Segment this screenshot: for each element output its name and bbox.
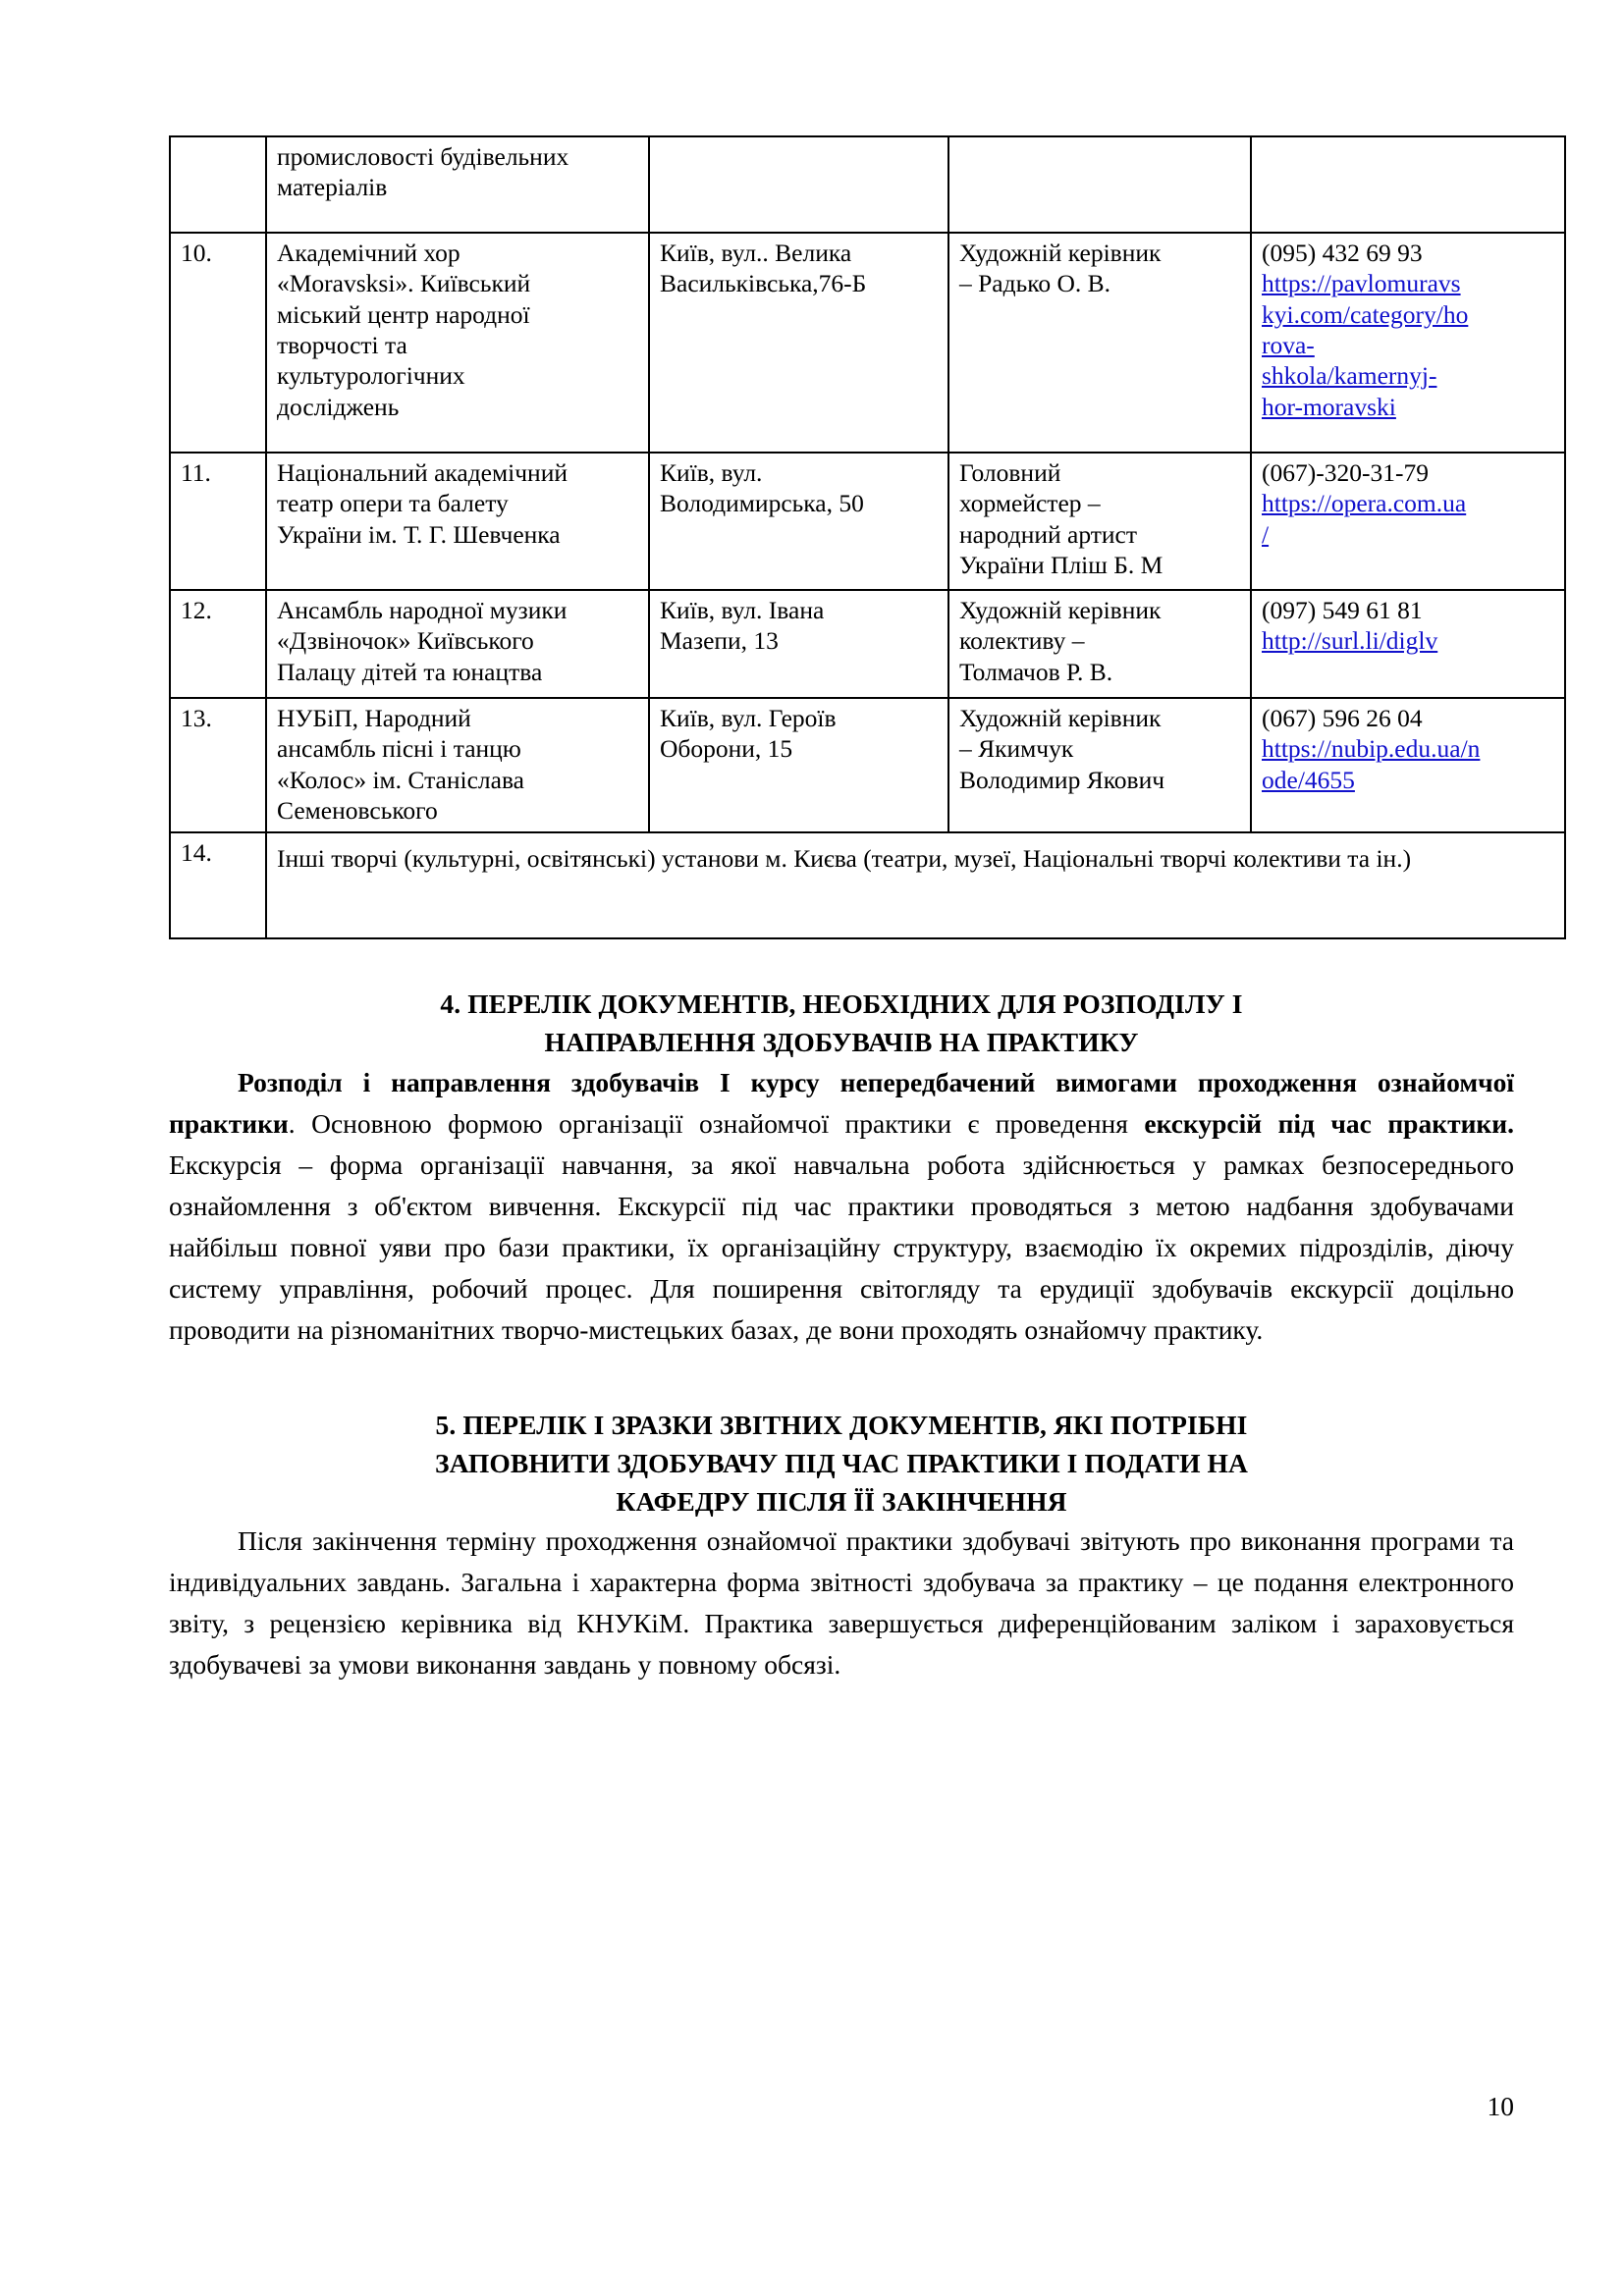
cell-address — [649, 233, 948, 453]
cell-number — [170, 832, 266, 938]
section-5-heading-block — [169, 1406, 1514, 1521]
website-link[interactable]: http://surl.li/diglv — [1262, 626, 1438, 656]
head-line: Головний — [959, 458, 1061, 487]
name-line: Палацу дітей та юнацтва — [277, 657, 543, 686]
practice-bases-table — [169, 135, 1566, 939]
row-number: 14. — [181, 838, 212, 868]
name-line: Семеновського — [277, 796, 438, 826]
address-line: Київ, вул.. Велика — [660, 239, 852, 267]
cell-institution-name — [266, 233, 649, 453]
head-line: Художній керівник — [959, 239, 1162, 267]
head-line: – Радько О. В. — [959, 269, 1110, 298]
head-line: колективу – — [959, 626, 1085, 656]
website-link[interactable]: ode/4655 — [1262, 765, 1355, 794]
cell-contact — [1251, 453, 1565, 590]
heading-line: НАПРАВЛЕННЯ ЗДОБУВАЧІВ НА ПРАКТИКУ — [544, 1027, 1139, 1058]
paragraph-segment: . Основною формою організації ознайомчої практики є проведення — [288, 1107, 1145, 1139]
other-institutions-text: Інші творчі (культурні, освітянські) установи м. Києва (театри, музеї, Національні творчі колективи та ін.) — [277, 844, 1412, 874]
phone-number: (097) 549 61 81 — [1262, 596, 1423, 624]
name-line: «Колос» ім. Станіслава — [277, 765, 524, 794]
phone-number: (067)-320-31-79 — [1262, 458, 1429, 487]
address-line: Васильківська,76-Б — [660, 269, 867, 298]
cell-head — [948, 233, 1251, 453]
cell-head — [948, 590, 1251, 698]
cell-institution-name — [266, 698, 649, 832]
table-row-continued — [170, 136, 1565, 233]
cell-number — [170, 698, 266, 832]
head-line: – Якимчук — [959, 734, 1074, 764]
cell-institution-name — [266, 590, 649, 698]
page-content — [169, 135, 1514, 1685]
table-row — [170, 233, 1565, 453]
website-link[interactable]: https://nubip.edu.ua/n — [1262, 734, 1481, 764]
address-line: Оборони, 15 — [660, 734, 793, 764]
table-row-other — [170, 832, 1565, 938]
page-number: 10 — [1487, 2091, 1514, 2121]
name-line: «Moravsksi». Київський — [277, 269, 531, 298]
cell-contact — [1251, 136, 1565, 233]
heading-line: КАФЕДРУ ПІСЛЯ ЇЇ ЗАКІНЧЕННЯ — [616, 1486, 1067, 1518]
name-line: Академічний хор — [277, 239, 460, 267]
phone-number: (067) 596 26 04 — [1262, 704, 1423, 732]
head-line: Володимир Якович — [959, 765, 1165, 794]
heading-line: 4. ПЕРЕЛІК ДОКУМЕНТІВ, НЕОБХІДНИХ ДЛЯ РОЗПОДІЛУ І — [440, 988, 1243, 1020]
name-line: матеріалів — [277, 173, 388, 202]
name-line: міський центр народної — [277, 299, 530, 329]
head-line: Художній керівник — [959, 704, 1162, 732]
name-line: НУБіП, Народний — [277, 704, 471, 732]
head-line: Толмачов Р. В. — [959, 657, 1113, 686]
name-line: творчості та — [277, 331, 407, 360]
website-link[interactable]: https://pavlomuravs — [1262, 269, 1461, 298]
cell-other-institutions — [266, 832, 1565, 938]
paragraph-segment: Екскурсія – форма організації навчання, за якої навчальна робота здійснюється у рамках безпосереднього ознайомлення з об'єктом вивчення. Екскурсії під час практики проводяться з метою надбання здобувачами найбільш повної уяви про бази практики, їх організаційну структуру, взаємодію їх окремих підрозділів, діючу систему управління, робочий процес. Для поширення світогляду та ерудиції здобувачів екскурсії доцільно проводити на різноманітних творчо-мистецьких базах, де вони проходять ознайомчу практику. — [169, 1148, 1514, 1345]
name-line: Ансамбль народної музики — [277, 596, 568, 624]
cell-head — [948, 453, 1251, 590]
section-4-heading-block — [169, 985, 1514, 1061]
website-link[interactable]: / — [1262, 519, 1270, 549]
website-link[interactable]: kyi.com/category/ho — [1262, 299, 1469, 329]
paragraph-bold-segment: екскурсій під час практики. — [1144, 1107, 1514, 1139]
name-line: Національний академічний — [277, 458, 568, 487]
table-row — [170, 698, 1565, 832]
website-link[interactable]: https://opera.com.ua — [1262, 489, 1467, 518]
phone-number: (095) 432 69 93 — [1262, 239, 1423, 267]
address-line: Київ, вул. Героїв — [660, 704, 837, 732]
cell-number — [170, 590, 266, 698]
row-number: 12. — [181, 596, 212, 624]
name-line: ансамбль пісні і танцю — [277, 734, 521, 764]
cell-address — [649, 590, 948, 698]
heading-line: 5. ПЕРЕЛІК І ЗРАЗКИ ЗВІТНИХ ДОКУМЕНТІВ, ЯКІ ПОТРІБНІ — [435, 1409, 1248, 1440]
name-line: України ім. Т. Г. Шевченка — [277, 519, 561, 549]
address-line: Мазепи, 13 — [660, 626, 779, 656]
section-4-heading — [169, 985, 1514, 1061]
name-line: культурологічних — [277, 361, 465, 391]
row-number: 11. — [181, 458, 211, 487]
cell-head — [948, 136, 1251, 233]
cell-institution-name — [266, 136, 649, 233]
head-line: Художній керівник — [959, 596, 1162, 624]
head-line: народний артист — [959, 519, 1138, 549]
cell-address — [649, 136, 948, 233]
cell-number — [170, 136, 266, 233]
head-line: України Пліш Б. М — [959, 551, 1164, 580]
address-line: Володимирська, 50 — [660, 489, 864, 518]
section-5-paragraph: Після закінчення терміну проходження ознайомчої практики здобувачі звітують про виконання програми та індивідуальних завдань. Загальна і характерна форма звітності здобувача за практику – це подання електронного звіту, з рецензією керівника від КНУКіМ. Практика завершується диференційованим заліком і зараховується здобувачеві за умови виконання завдань у повному обсязі. — [169, 1525, 1514, 1681]
cell-institution-name — [266, 453, 649, 590]
cell-contact — [1251, 698, 1565, 832]
table-body — [170, 136, 1565, 938]
cell-head — [948, 698, 1251, 832]
website-link[interactable]: rova- — [1262, 331, 1315, 360]
address-line: Київ, вул. Івана — [660, 596, 825, 624]
paragraph-bold-segment: Розподіл і направлення здобувачів І курсу непередбачений вимогами проходження ознайомчої практики — [169, 1066, 1514, 1139]
address-line: Київ, вул. — [660, 458, 763, 487]
row-number: 13. — [181, 704, 212, 732]
cell-number — [170, 453, 266, 590]
website-link[interactable]: hor-moravski — [1262, 392, 1396, 421]
head-line: хормейстер – — [959, 489, 1101, 518]
name-line: театр опери та балету — [277, 489, 509, 518]
section-4-paragraph — [169, 1062, 1514, 1351]
table-row — [170, 590, 1565, 698]
row-number: 10. — [181, 239, 212, 267]
cell-address — [649, 453, 948, 590]
cell-contact — [1251, 233, 1565, 453]
section-5-heading — [169, 1406, 1514, 1521]
name-line: «Дзвіночок» Київського — [277, 626, 534, 656]
cell-contact — [1251, 590, 1565, 698]
website-link[interactable]: shkola/kamernyj- — [1262, 361, 1437, 391]
name-line: досліджень — [277, 392, 400, 421]
name-line: промисловості будівельних — [277, 142, 569, 171]
cell-address — [649, 698, 948, 832]
heading-line: ЗАПОВНИТИ ЗДОБУВАЧУ ПІД ЧАС ПРАКТИКИ І ПОДАТИ НА — [435, 1448, 1248, 1479]
table-row — [170, 453, 1565, 590]
cell-number — [170, 233, 266, 453]
